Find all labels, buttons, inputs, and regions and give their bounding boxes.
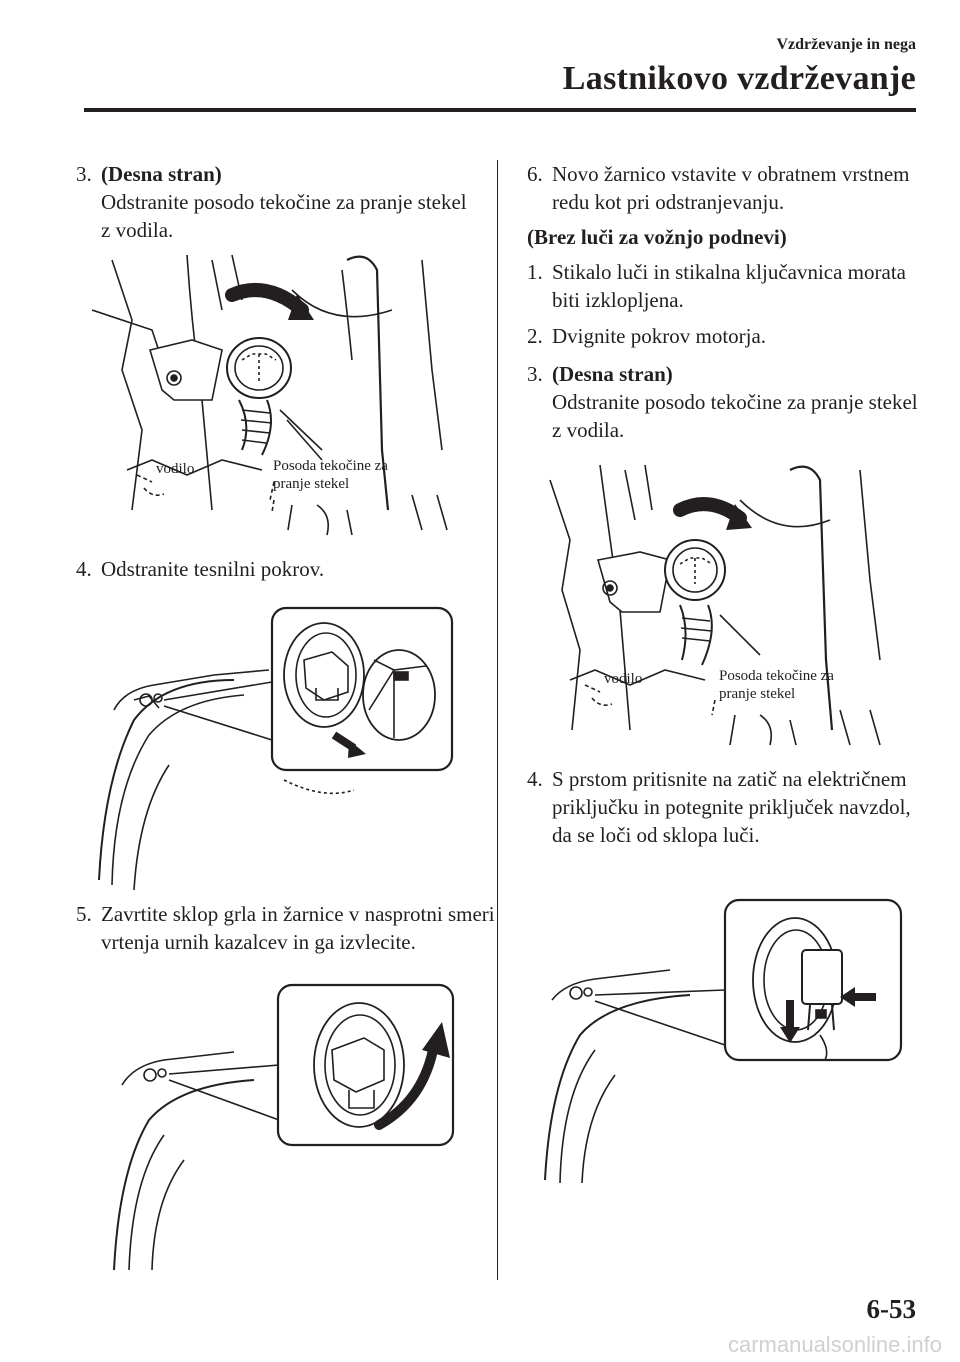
label-washer-reservoir: Posoda tekočine za pranje stekel: [719, 668, 834, 702]
chapter-title: Lastnikovo vzdrževanje: [562, 60, 916, 97]
step-text: Odstranite posodo tekočine za pranje stekel z vodila.: [101, 190, 467, 242]
seal-cover-figure: [94, 600, 474, 890]
step-number: 3.: [76, 162, 92, 186]
label-washer-reservoir: Posoda tekočine za pranje stekel: [273, 458, 388, 492]
washer-reservoir-figure-right: [540, 460, 920, 750]
step-number: 6.: [527, 162, 543, 186]
site-watermark: carmanualsonline.info: [727, 1332, 942, 1357]
left-step-4: [76, 555, 476, 583]
right-step-4: [527, 765, 927, 849]
left-step-5: [76, 900, 496, 956]
right-step-2: [527, 322, 927, 350]
step-number: 3.: [527, 362, 543, 386]
step-text: Zavrtite sklop grla in žarnice v nasprotni smeri vrtenja urnih kazalcev in ga izvlecite.: [101, 902, 495, 954]
step-number: 2.: [527, 324, 543, 348]
step-number: 5.: [76, 902, 92, 926]
step-text: Stikalo luči in stikalna ključavnica morata biti izklopljena.: [552, 260, 906, 312]
column-divider: [497, 160, 498, 1280]
right-step-6: [527, 160, 927, 216]
daytime-lights-subheading: (Brez luči za vožnjo podnevi): [527, 225, 787, 249]
step-text: Novo žarnico vstavite v obratnem vrstnem redu kot pri odstranjevanju.: [552, 162, 910, 214]
right-step-3: [527, 360, 927, 444]
right-step-1: [527, 258, 927, 314]
header-rule: [84, 108, 916, 112]
washer-reservoir-figure-left: [92, 250, 472, 540]
step-title: (Desna stran): [101, 162, 222, 186]
step-title: (Desna stran): [552, 362, 673, 386]
step-number: 1.: [527, 260, 543, 284]
page-number: 6-53: [866, 1294, 916, 1324]
step-text: Dvignite pokrov motorja.: [552, 324, 767, 348]
label-guide: vodilo: [156, 461, 195, 477]
step-number: 4.: [76, 557, 92, 581]
step-text: Odstranite tesnilni pokrov.: [101, 557, 325, 581]
left-step-3: [76, 160, 476, 244]
rotate-socket-figure: [94, 980, 474, 1270]
step-text: Odstranite posodo tekočine za pranje stekel z vodila.: [552, 390, 918, 442]
step-text: S prstom pritisnite na zatič na električnem priključku in potegnite priključek navzdol, da se loči od sklopa luči.: [552, 767, 911, 847]
step-number: 4.: [527, 767, 543, 791]
section-title: Vzdrževanje in nega: [776, 36, 916, 53]
label-guide: vodilo: [604, 671, 643, 687]
connector-removal-figure: [540, 895, 920, 1185]
